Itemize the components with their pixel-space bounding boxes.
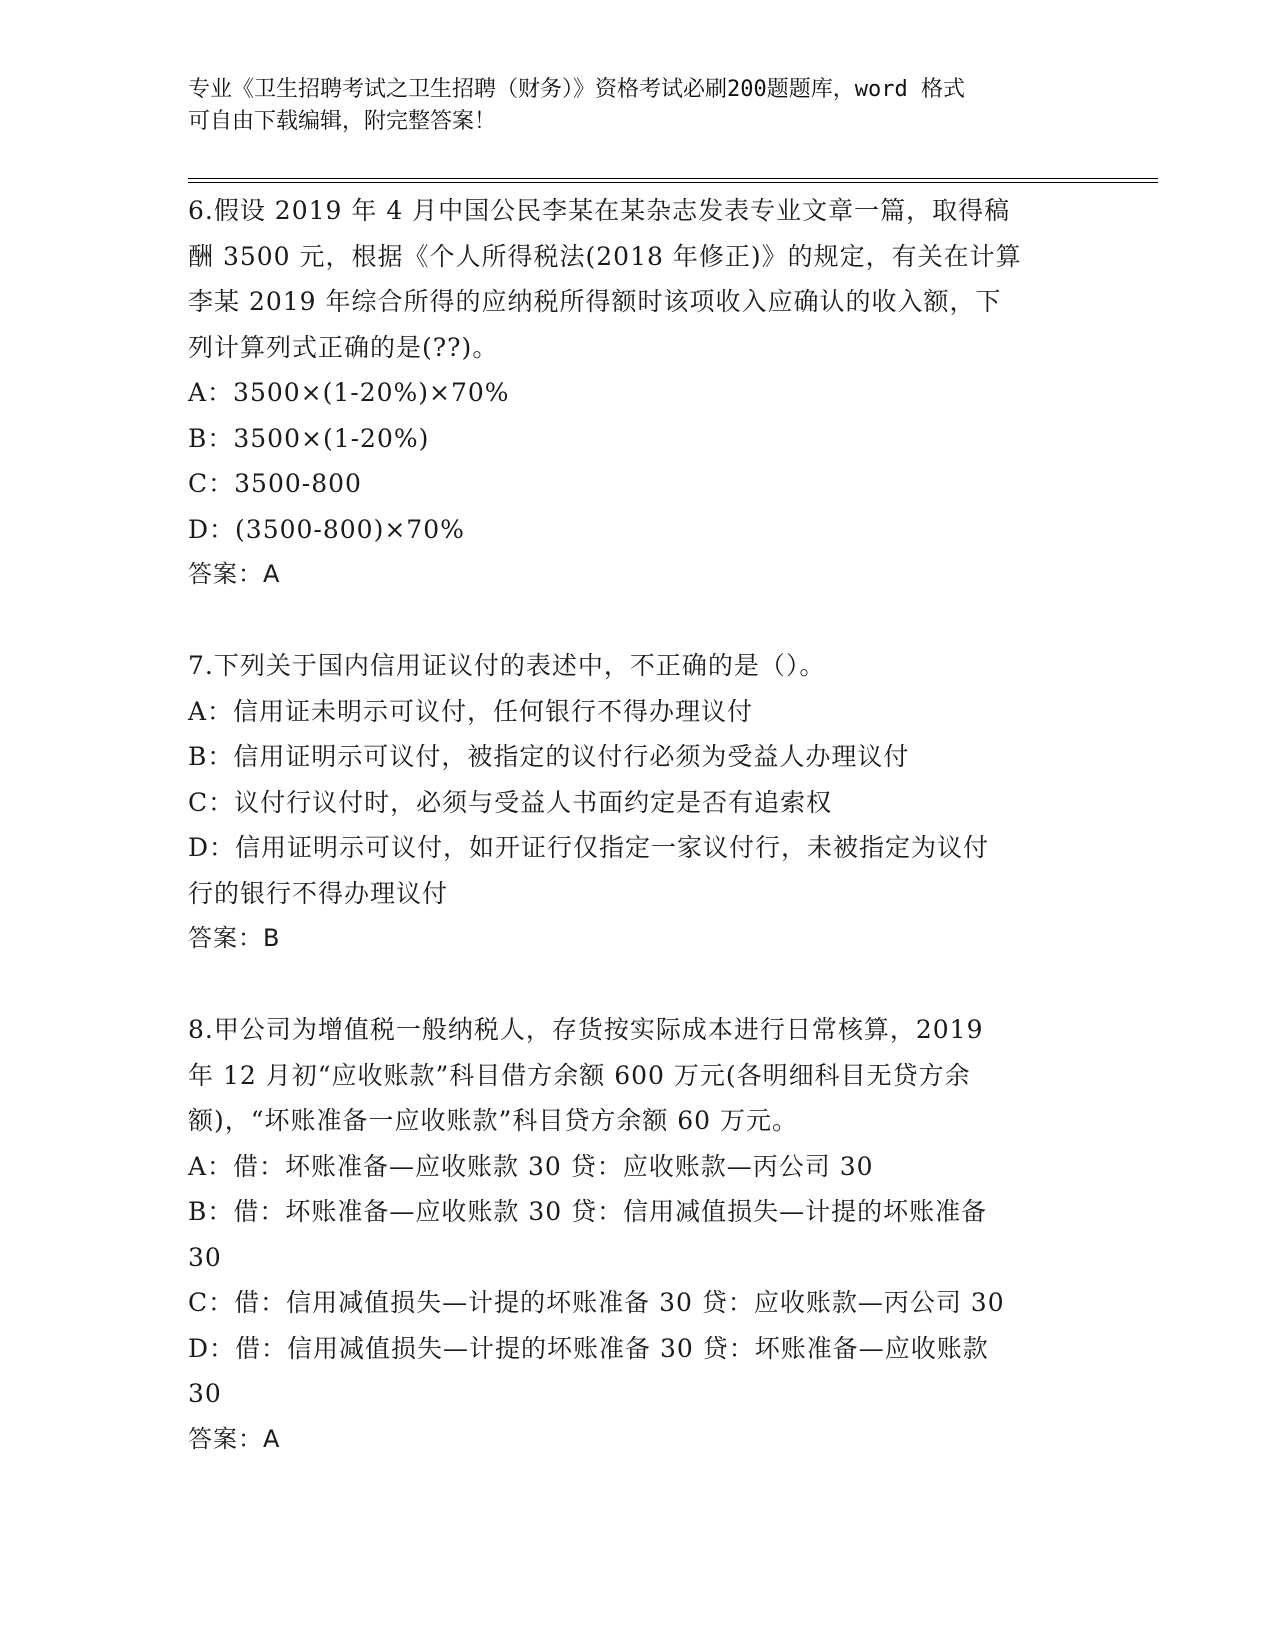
question-stem-line: 6.假设 2019 年 4 月中国公民李某在某杂志发表专业文章一篇，取得稿: [188, 196, 1011, 225]
option-c: C：3500-800: [188, 469, 362, 498]
header-line-2: 可自由下载编辑，附完整答案！: [188, 109, 497, 134]
option-a: A：借：坏账准备—应收账款 30 贷：应收账款—丙公司 30: [188, 1151, 874, 1181]
option-d-continued: 行的银行不得办理议付: [188, 878, 449, 908]
header-divider-top: [188, 178, 1158, 179]
option-c: C：议付行议付时，必须与受益人书面约定是否有追索权: [188, 787, 833, 817]
option-b: B：3500×(1-20%): [188, 423, 430, 453]
option-a: A：3500×(1-20%)×70%: [188, 378, 510, 407]
option-d: D：信用证明示可议付，如开证行仅指定一家议付行，未被指定为议付: [188, 833, 990, 862]
question-6: [188, 188, 1078, 598]
question-stem-line: 年 12 月初“应收账款”科目借方余额 600 万元(各明细科目无贷方余: [188, 1060, 971, 1090]
answer-line: 答案：B: [188, 924, 281, 952]
question-stem-line: 李某 2019 年综合所得的应纳税所得额时该项收入应确认的收入额，下: [188, 287, 1002, 316]
question-stem-line: 7.下列关于国内信用证议付的表述中，不正确的是（）。: [188, 651, 826, 680]
option-b: B：借：坏账准备—应收账款 30 贷：信用减值损失—计提的坏账准备: [188, 1197, 988, 1226]
option-d: D：借：信用减值损失—计提的坏账准备 30 贷：坏账准备—应收账款: [188, 1333, 989, 1363]
option-d: D：(3500-800)×70%: [188, 514, 465, 544]
option-d-continued: 30: [188, 1379, 222, 1408]
header-divider-bottom: [188, 182, 1158, 183]
document-header: [188, 74, 1068, 138]
question-7: [188, 643, 1078, 962]
option-a: A：信用证未明示可议付，任何银行不得办理议付: [188, 696, 754, 726]
question-8: [188, 1007, 1078, 1462]
answer-line: 答案：A: [188, 560, 281, 588]
question-stem-line: 酬 3500 元，根据《个人所得税法(2018 年修正)》的规定，有关在计算: [188, 241, 1022, 271]
header-line-1: 专业《卫生招聘考试之卫生招聘（财务）》资格考试必刷200题题库，word 格式: [188, 77, 965, 102]
option-c: C：借：信用减值损失—计提的坏账准备 30 贷：应收账款—丙公司 30: [188, 1288, 1005, 1317]
question-stem-line: 列计算列式正确的是(??)。: [188, 332, 499, 362]
question-stem-line: 额)，“坏账准备一应收账款”科目贷方余额 60 万元。: [188, 1106, 799, 1135]
question-stem-line: 8.甲公司为增值税一般纳税人，存货按实际成本进行日常核算，2019: [188, 1015, 984, 1044]
option-b-continued: 30: [188, 1242, 222, 1272]
option-b: B：信用证明示可议付，被指定的议付行必须为受益人办理议付: [188, 742, 910, 771]
answer-line: 答案：A: [188, 1424, 281, 1453]
